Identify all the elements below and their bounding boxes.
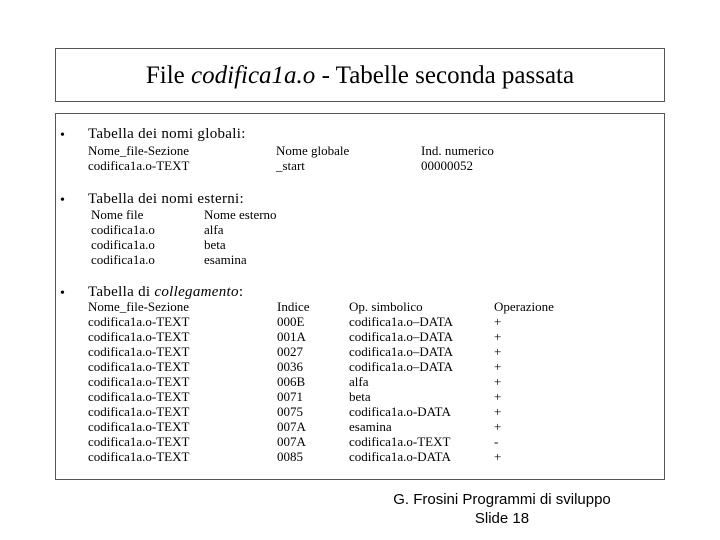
link-cell: +	[494, 404, 502, 419]
section-external-names-title: Tabella dei nomi esterni:	[88, 191, 244, 207]
link-cell: codifica1a.o-TEXT	[88, 449, 190, 464]
bullet-2: •	[60, 193, 65, 208]
link-title-prefix: Tabella di	[88, 284, 155, 300]
link-cell: codifica1a.o-TEXT	[88, 434, 190, 449]
link-col-file	[88, 299, 189, 464]
link-cell: codifica1a.o-TEXT	[88, 389, 190, 404]
link-cell: +	[494, 359, 502, 374]
link-cell: 007A	[277, 434, 306, 449]
link-cell: codifica1a.o–DATA	[349, 329, 454, 344]
external-cell: alfa	[204, 222, 224, 237]
global-header-file: Nome_file-Sezione	[88, 143, 190, 158]
link-cell: 007A	[277, 419, 306, 434]
link-cell: +	[494, 419, 502, 434]
link-cell: codifica1a.o-DATA	[349, 404, 451, 419]
title-suffix: - Tabelle seconda passata	[315, 62, 575, 89]
link-cell: codifica1a.o-TEXT	[88, 344, 190, 359]
link-cell: 001A	[277, 329, 306, 344]
link-cell: codifica1a.o–DATA	[349, 314, 454, 329]
footer-author-course: G. Frosini Programmi di sviluppo	[393, 491, 611, 508]
link-cell: codifica1a.o-TEXT	[88, 359, 190, 374]
external-cell: esamina	[204, 252, 247, 267]
link-cell: Op. simbolico	[349, 299, 423, 314]
link-cell: Operazione	[494, 299, 554, 314]
link-cell: codifica1a.o–DATA	[349, 359, 454, 374]
external-col-name	[204, 207, 277, 267]
link-cell: +	[494, 329, 502, 344]
slide-footer	[372, 490, 632, 528]
external-cell: Nome esterno	[204, 207, 277, 222]
link-cell: +	[494, 314, 502, 329]
link-cell: 0075	[277, 404, 303, 419]
link-cell: codifica1a.o-TEXT	[88, 314, 190, 329]
global-header-name: Nome globale	[276, 143, 350, 158]
bullet-1: •	[60, 128, 65, 143]
global-cell-file: codifica1a.o-TEXT	[88, 158, 190, 173]
link-cell: codifica1a.o-TEXT	[349, 434, 451, 449]
link-cell: alfa	[349, 374, 369, 389]
link-cell: +	[494, 374, 502, 389]
link-cell: codifica1a.o-TEXT	[88, 374, 190, 389]
link-cell: +	[494, 449, 502, 464]
title-filename: codifica1a.o	[191, 62, 316, 89]
link-cell: +	[494, 344, 502, 359]
link-cell: esamina	[349, 419, 392, 434]
external-cell: codifica1a.o	[91, 222, 155, 237]
link-cell: 0027	[277, 344, 303, 359]
global-header-address: Ind. numerico	[421, 143, 494, 158]
link-cell: 0071	[277, 389, 303, 404]
link-cell: +	[494, 389, 502, 404]
link-cell: 0085	[277, 449, 303, 464]
link-col-index	[277, 299, 309, 464]
link-cell: Nome_file-Sezione	[88, 299, 190, 314]
link-cell: 000E	[277, 314, 305, 329]
link-cell: -	[494, 434, 499, 449]
global-cell-name: _start	[276, 158, 305, 173]
link-title-suffix: :	[238, 284, 244, 300]
link-cell: 0036	[277, 359, 303, 374]
slide-title	[56, 62, 664, 90]
bullet-3: •	[60, 286, 65, 301]
link-col-operation	[494, 299, 554, 464]
external-cell: codifica1a.o	[91, 237, 155, 252]
link-cell: codifica1a.o–DATA	[349, 344, 454, 359]
external-cell: beta	[204, 237, 226, 252]
link-cell: codifica1a.o-TEXT	[88, 329, 190, 344]
link-cell: codifica1a.o-DATA	[349, 449, 451, 464]
external-cell: Nome file	[91, 207, 144, 222]
title-prefix: File	[145, 62, 192, 89]
external-cell: codifica1a.o	[91, 252, 155, 267]
link-cell: codifica1a.o-TEXT	[88, 404, 190, 419]
global-cell-address: 00000052	[421, 158, 473, 173]
link-cell: beta	[349, 389, 371, 404]
link-cell: codifica1a.o-TEXT	[88, 419, 190, 434]
slide-number: Slide 18	[474, 510, 530, 527]
section-global-names-title: Tabella dei nomi globali:	[88, 126, 246, 142]
link-cell: Indice	[277, 299, 310, 314]
title-box	[55, 48, 665, 102]
link-col-symbol	[349, 299, 453, 464]
link-cell: 006B	[277, 374, 306, 389]
link-title-italic: collegamento	[154, 284, 239, 300]
external-col-file	[91, 207, 155, 267]
